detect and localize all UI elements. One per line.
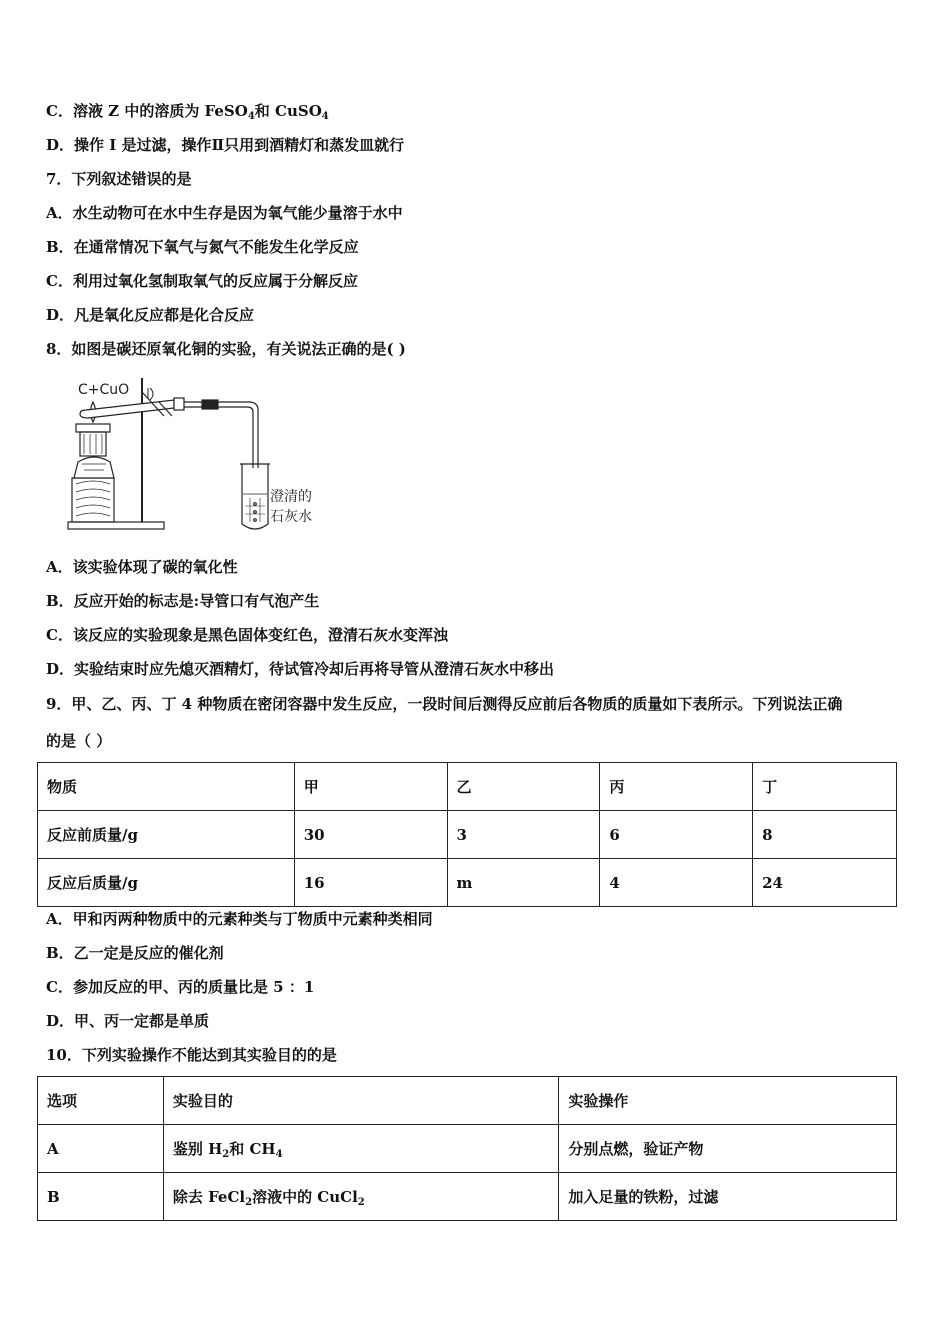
q7-option-c: C．利用过氧化氢制取氧气的反应属于分解反应	[46, 272, 358, 290]
table-cell: 4	[600, 859, 753, 907]
table-cell	[163, 1173, 559, 1221]
subscript: 4	[321, 111, 329, 122]
table-header-cell: 实验操作	[559, 1077, 897, 1125]
q10-experiment-table	[37, 1076, 897, 1221]
cell-text: 鉴别 H	[172, 1139, 223, 1158]
q9-mass-table	[37, 762, 897, 907]
q9-stem-line-2: 的是（ ）	[46, 732, 112, 750]
q8-option-d: D．实验结束时应先熄灭酒精灯，待试管冷却后再将导管从澄清石灰水中移出	[46, 660, 555, 678]
q8-stem: 8．如图是碳还原氧化铜的实验，有关说法正确的是( )	[46, 340, 406, 358]
table-row	[38, 811, 897, 859]
q10-stem: 10．下列实验操作不能达到其实验目的的是	[46, 1046, 337, 1064]
tube-label: C+CuO	[78, 382, 130, 398]
table-cell: 8	[753, 811, 897, 859]
subscript: 2	[245, 1196, 253, 1208]
q6-option-c-text: 和 CuSO	[254, 102, 322, 120]
table-header-row	[38, 763, 897, 811]
q8-option-b: B．反应开始的标志是:导管口有气泡产生	[46, 592, 320, 610]
subscript: 2	[222, 1148, 230, 1160]
table-header-cell: 甲	[294, 763, 447, 811]
table-header-row	[38, 1077, 897, 1125]
table-cell: 分别点燃，验证产物	[559, 1125, 897, 1173]
cell-text: 除去 FeCl	[172, 1187, 246, 1206]
alcohol-lamp	[74, 457, 114, 478]
limewater-label-1: 澄清的	[270, 489, 312, 505]
cell-text: 溶液中的 CuCl	[252, 1187, 358, 1206]
table-cell: 16	[294, 859, 447, 907]
table-header-cell: 乙	[447, 763, 600, 811]
table-header-cell: 实验目的	[163, 1077, 559, 1125]
table-cell: 30	[294, 811, 447, 859]
table-header-cell: 丁	[753, 763, 897, 811]
q7-option-b: B．在通常情况下氧气与氮气不能发生化学反应	[46, 238, 359, 256]
table-cell: 反应前质量/g	[38, 811, 295, 859]
table-cell: A	[38, 1125, 164, 1173]
stand-base	[68, 522, 164, 529]
q7-stem: 7．下列叙述错误的是	[46, 170, 192, 188]
table-row	[38, 1125, 897, 1173]
q7-option-a: A．水生动物可在水中生存是因为氧气能少量溶于水中	[46, 204, 403, 222]
table-cell: m	[447, 859, 600, 907]
stopper	[174, 398, 184, 410]
subscript: 4	[247, 111, 255, 122]
table-cell: 加入足量的铁粉，过滤	[559, 1173, 897, 1221]
subscript: 4	[275, 1148, 283, 1160]
q6-option-d: D．操作 I 是过滤，操作Ⅱ只用到酒精灯和蒸发皿就行	[46, 136, 405, 154]
table-row	[38, 1173, 897, 1221]
table-header-cell: 选项	[38, 1077, 164, 1125]
table-header-cell: 物质	[38, 763, 295, 811]
lamp-ring	[76, 424, 110, 432]
apparatus-figure	[64, 372, 334, 538]
subscript: 2	[357, 1196, 365, 1208]
q9-option-a: A．甲和丙两种物质中的元素种类与丁物质中元素种类相同	[46, 910, 433, 928]
q6-option-c-text: C．溶液 Z 中的溶质为 FeSO	[46, 102, 248, 120]
table-cell: 6	[600, 811, 753, 859]
q8-option-c: C．该反应的实验现象是黑色固体变红色，澄清石灰水变浑浊	[46, 626, 448, 644]
table-header-cell: 丙	[600, 763, 753, 811]
table-cell: 反应后质量/g	[38, 859, 295, 907]
limewater-label-2: 石灰水	[270, 509, 312, 525]
table-row	[38, 859, 897, 907]
q8-option-a: A．该实验体现了碳的氧化性	[46, 558, 238, 576]
q9-option-c: C．参加反应的甲、丙的质量比是 5 ：1	[46, 978, 315, 996]
rubber-joint	[202, 400, 218, 409]
q9-stem-line-1: 9．甲、乙、丙、丁 4 种物质在密闭容器中发生反应，一段时间后测得反应前后各物质的质量如下表所示。下列说法正确	[46, 695, 843, 713]
table-cell: B	[38, 1173, 164, 1221]
cell-text: 和 CH	[229, 1139, 276, 1158]
delivery-tube	[184, 402, 258, 468]
q6-option-c	[46, 101, 329, 127]
table-cell: 3	[447, 811, 600, 859]
q9-option-d: D．甲、丙一定都是单质	[46, 1012, 210, 1030]
table-cell	[163, 1125, 559, 1173]
q9-option-b: B．乙一定是反应的催化剂	[46, 944, 224, 962]
q7-option-d: D．凡是氧化反应都是化合反应	[46, 306, 255, 324]
table-cell: 24	[753, 859, 897, 907]
